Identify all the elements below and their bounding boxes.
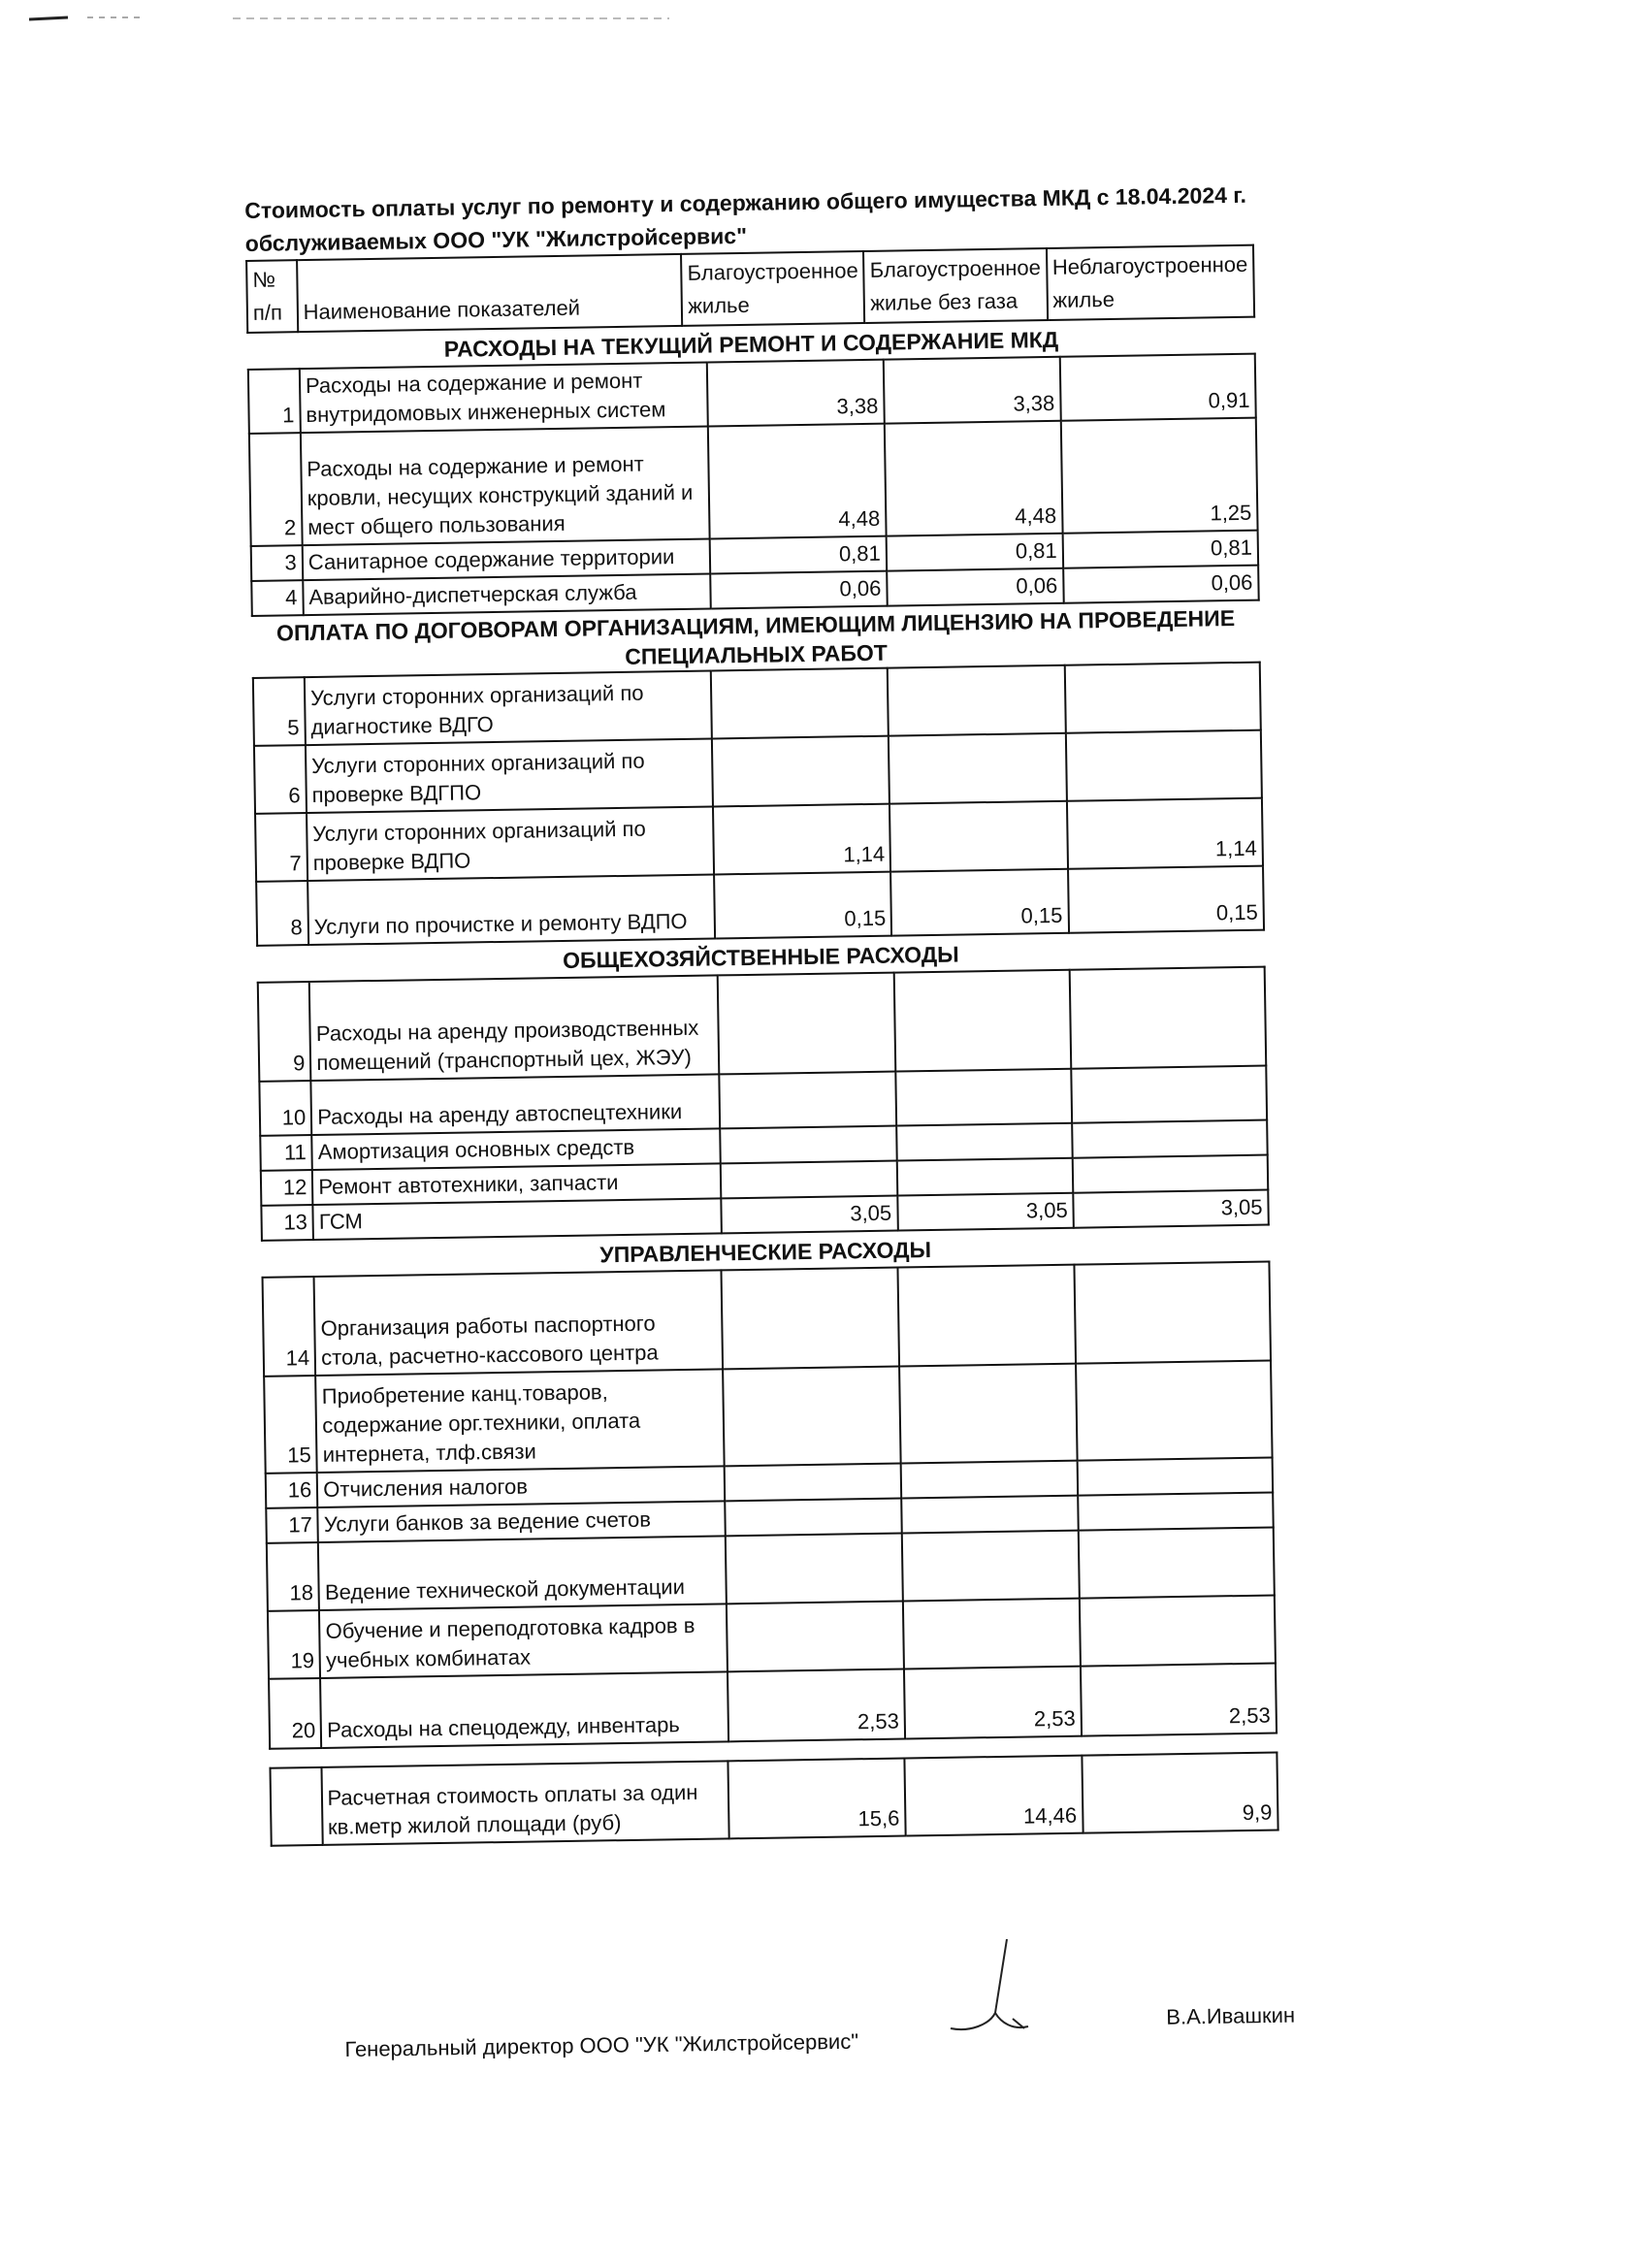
row-value-col2	[888, 665, 1065, 736]
row-value-col2: 3,38	[884, 357, 1061, 424]
row-value-col1	[712, 736, 889, 807]
table-row	[258, 967, 1266, 1082]
row-value-col3: 0,91	[1060, 354, 1256, 421]
row-value-col3: 2,53	[1081, 1663, 1277, 1735]
row-value-col2	[896, 1158, 1073, 1196]
row-name: Аварийно-диспетчерская служба	[303, 574, 711, 616]
row-value-col3	[1076, 1361, 1273, 1461]
row-number: 15	[264, 1376, 317, 1474]
row-value-col3: 0,06	[1063, 566, 1259, 603]
row-value-col2	[901, 1496, 1078, 1534]
section-group	[251, 602, 1304, 947]
row-value-col2: 3,05	[897, 1193, 1074, 1231]
row-value-col1	[725, 1499, 901, 1537]
sections-container	[246, 319, 1316, 1750]
row-value-col1: 3,38	[707, 360, 885, 427]
row-number: 14	[263, 1277, 316, 1377]
row-value-col1	[726, 1534, 903, 1604]
row-number: 8	[256, 881, 308, 946]
total-value-col2: 14,46	[904, 1756, 1083, 1836]
document-title-line1: Стоимость оплаты услуг по ремонту и содержанию общего имущества МКД с 18.04.2024 г.	[244, 181, 1247, 223]
row-value-col1	[720, 1126, 896, 1164]
row-value-col2: 2,53	[904, 1667, 1082, 1739]
row-number: 7	[255, 813, 307, 882]
row-name: Услуги по прочистке и ремонту ВДПО	[307, 874, 715, 945]
section-title: ОБЩЕХОЗЯЙСТВЕННЫЕ РАСХОДЫ	[562, 941, 959, 973]
row-value-col1	[711, 668, 889, 739]
row-name: Расходы на содержание и ремонт кровли, несущих конструкций зданий и мест общего пользования	[301, 427, 710, 546]
section-table	[257, 966, 1270, 1242]
header-num: № п/п	[246, 260, 298, 333]
row-value-col2	[893, 970, 1071, 1072]
row-value-col2	[902, 1531, 1080, 1602]
total-value-col3: 9,9	[1082, 1752, 1278, 1832]
header-col1: Благоустроенное жилье	[681, 251, 864, 326]
section-group	[256, 932, 1309, 1242]
row-value-col2	[901, 1461, 1078, 1499]
row-number: 11	[260, 1135, 312, 1171]
row-name: Амортизация основных средств	[312, 1128, 721, 1170]
row-value-col1: 0,81	[710, 536, 887, 574]
row-number: 1	[248, 369, 301, 434]
row-value-col3	[1064, 663, 1261, 733]
row-value-col2	[899, 1364, 1077, 1464]
row-value-col1	[719, 1072, 895, 1129]
row-value-col1	[722, 1268, 899, 1370]
total-table	[269, 1751, 1278, 1846]
row-number: 6	[254, 745, 307, 814]
row-value-col3	[1073, 1155, 1268, 1193]
row-value-col2	[889, 801, 1067, 872]
row-value-col3: 0,15	[1068, 866, 1264, 933]
section-table	[247, 353, 1260, 617]
row-value-col1	[721, 1161, 897, 1199]
table-row	[249, 418, 1258, 546]
row-value-col3	[1078, 1493, 1274, 1531]
row-value-col3	[1079, 1528, 1275, 1599]
header-col3: Неблагоустроенное жилье	[1047, 245, 1255, 320]
row-value-col1: 2,53	[728, 1669, 905, 1742]
row-number: 17	[266, 1507, 318, 1543]
row-name: Расходы на аренду производственных помещений (транспортный цех, ЖЭУ)	[309, 975, 719, 1081]
row-name: Обучение и переподготовка кадров в учебных комбинатах	[319, 1604, 728, 1678]
header-name: Наименование показателей	[297, 254, 683, 332]
row-number: 20	[269, 1678, 321, 1749]
row-number: 16	[266, 1473, 318, 1508]
section-title: УПРАВЛЕНЧЕСКИЕ РАСХОДЫ	[599, 1237, 932, 1268]
row-value-col3: 3,05	[1073, 1190, 1268, 1228]
row-value-col1: 0,15	[714, 872, 891, 939]
row-value-col1: 4,48	[708, 424, 887, 539]
table-row	[264, 1361, 1272, 1474]
director-name: В.А.Ивашкин	[1166, 2002, 1296, 2029]
row-value-col1: 3,05	[721, 1196, 897, 1234]
row-value-col2	[896, 1123, 1073, 1161]
row-number: 9	[258, 982, 311, 1082]
row-value-col2: 0,06	[887, 568, 1063, 606]
row-value-col2: 0,15	[890, 869, 1068, 936]
row-name: Расходы на спецодежду, инвентарь	[320, 1671, 728, 1748]
document-title-line2: обслуживаемых ООО "УК "Жилстройсервис"	[244, 222, 748, 256]
row-value-col2	[903, 1599, 1081, 1669]
row-value-col3	[1074, 1262, 1271, 1364]
section-table	[252, 662, 1265, 947]
section-group	[246, 319, 1298, 617]
row-value-col1	[723, 1367, 900, 1467]
scan-edge-marks	[29, 14, 669, 23]
row-name: Услуги сторонних организаций по проверке ВДГПО	[306, 738, 713, 813]
document-body	[244, 178, 1318, 1847]
row-name: Услуги сторонних организаций по диагностике ВДГО	[305, 671, 712, 746]
row-name: Расходы на содержание и ремонт внутридомовых инженерных систем	[300, 363, 708, 434]
row-name: Ведение технической документации	[318, 1536, 727, 1610]
row-number: 13	[261, 1205, 313, 1241]
section-group	[261, 1227, 1316, 1750]
row-number: 4	[251, 580, 303, 616]
row-value-col2: 4,48	[885, 421, 1063, 536]
signature-block	[344, 2003, 1296, 2076]
row-value-col3	[1065, 730, 1262, 801]
row-name: Организация работы паспортного стола, расчетно-кассового центра	[314, 1270, 723, 1376]
row-value-col1: 0,06	[710, 571, 887, 609]
row-value-col3: 1,25	[1061, 418, 1258, 534]
row-name: Расходы на аренду автоспецтехники	[311, 1074, 721, 1135]
row-value-col1	[725, 1464, 901, 1502]
header-col2: Благоустроенное жилье без газа	[863, 248, 1047, 323]
row-number: 5	[253, 677, 306, 746]
row-name: Отчисления налогов	[317, 1466, 725, 1507]
row-name: Услуги банков за ведение счетов	[318, 1501, 726, 1542]
section-title: РАСХОДЫ НА ТЕКУЩИЙ РЕМОНТ И СОДЕРЖАНИЕ МКД	[443, 326, 1059, 362]
row-value-col2	[889, 733, 1066, 804]
row-value-col3: 1,14	[1066, 798, 1263, 869]
section-title: ОПЛАТА ПО ДОГОВОРАМ ОРГАНИЗАЦИЯМ, ИМЕЮЩИМ ЛИЦЕНЗИЮ НА ПРОВЕДЕНИЕ СПЕЦИАЛЬНЫХ РАБОТ	[275, 605, 1236, 669]
row-value-col2	[895, 1069, 1072, 1126]
row-name: Услуги сторонних организаций по проверке ВДПО	[307, 806, 714, 881]
row-number: 3	[251, 545, 303, 581]
row-number: 12	[261, 1170, 313, 1206]
total-num-cell	[270, 1767, 322, 1846]
row-value-col2	[898, 1265, 1076, 1367]
row-name: Приобретение канц.товаров, содержание орг.техники, оплата интернета, тлф.связи	[315, 1369, 724, 1473]
row-value-col3	[1080, 1595, 1276, 1666]
row-number: 19	[268, 1610, 320, 1679]
row-name: Ремонт автотехники, запчасти	[312, 1163, 721, 1205]
row-number: 10	[259, 1081, 311, 1136]
row-number: 18	[267, 1542, 319, 1611]
total-name: Расчетная стоимость оплаты за один кв.метр жилой площади (руб)	[321, 1761, 728, 1845]
row-value-col3	[1070, 967, 1266, 1069]
row-name: ГСМ	[313, 1198, 722, 1240]
total-value-col1: 15,6	[728, 1759, 906, 1839]
row-value-col3	[1072, 1120, 1267, 1158]
row-value-col3	[1071, 1066, 1267, 1123]
section-table	[262, 1261, 1278, 1750]
row-value-col1	[727, 1602, 904, 1672]
director-position: Генеральный директор ООО "УК "Жилстройсервис"	[344, 2028, 859, 2061]
row-number: 2	[249, 433, 303, 546]
row-value-col3	[1078, 1458, 1274, 1496]
table-row	[263, 1262, 1271, 1377]
row-value-col3: 0,81	[1062, 531, 1258, 568]
table-row	[269, 1663, 1277, 1748]
row-name: Санитарное содержание территории	[303, 539, 711, 581]
row-value-col1	[718, 973, 895, 1075]
row-value-col2: 0,81	[886, 534, 1062, 571]
row-value-col1: 1,14	[713, 804, 890, 875]
